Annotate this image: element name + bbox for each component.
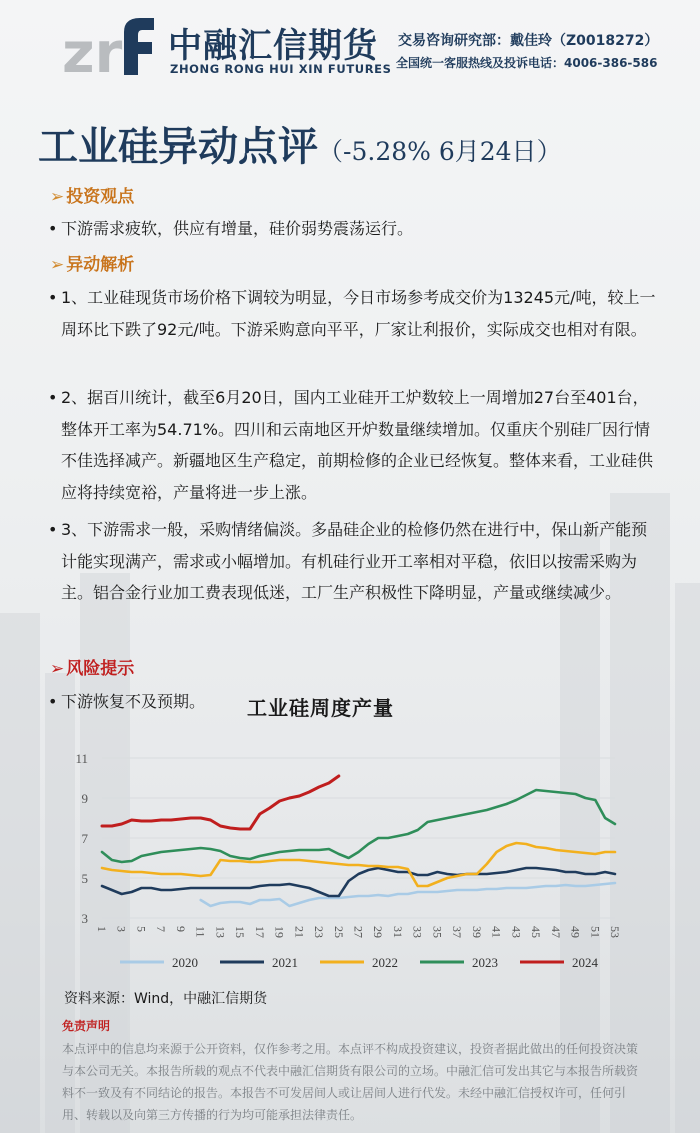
y-tick-label: 5 bbox=[81, 871, 88, 886]
x-tick-label: 7 bbox=[154, 926, 169, 932]
section-heading-risk: ➢ 风险提示 bbox=[50, 659, 135, 679]
bullet-dot-icon: • bbox=[48, 288, 58, 307]
x-tick-label: 1 bbox=[95, 926, 109, 932]
title-change: -5.28% bbox=[343, 137, 431, 166]
x-tick-label: 35 bbox=[430, 926, 445, 938]
header bbox=[0, 0, 700, 92]
bullet-dot-icon: • bbox=[48, 692, 58, 711]
weekly-output-chart bbox=[50, 740, 630, 980]
title-product: 工业硅 bbox=[38, 123, 158, 170]
x-tick-label: 27 bbox=[351, 926, 366, 938]
bullet-dot-icon: • bbox=[48, 520, 58, 539]
x-tick-label: 11 bbox=[193, 926, 208, 938]
x-tick-label: 29 bbox=[371, 926, 386, 938]
svg-text:zr: zr bbox=[62, 21, 123, 80]
x-tick-label: 33 bbox=[410, 926, 425, 938]
x-tick-label: 43 bbox=[509, 926, 524, 938]
hotline-contact: 全国统一客服热线及投诉电话：4006-386-586 bbox=[396, 56, 658, 70]
x-tick-label: 45 bbox=[529, 926, 544, 938]
analysis-item-2: • 2、据百川统计，截至6月20日，国内工业硅开工炉数较上一周增加27台至401台，整体开工率为54.71%。四川和云南地区开炉数量继续增加。仅重庆个别硅厂因行情不佳选择减产。新疆地区生产稳定，前期检修的企业已经恢复。整体来看，工业硅供应将持续宽裕，产量将进一步上涨。 bbox=[48, 382, 660, 508]
y-tick-label: 3 bbox=[81, 911, 88, 926]
bullet-view: • 下游需求疲软，供应有增量，硅价弱势震荡运行。 bbox=[48, 213, 648, 245]
x-tick-label: 31 bbox=[390, 926, 405, 938]
x-tick-label: 49 bbox=[568, 926, 583, 938]
y-tick-label: 11 bbox=[75, 751, 88, 766]
legend-label-2024: 2024 bbox=[572, 955, 598, 970]
chart-title: 工业硅周度产量 bbox=[247, 696, 394, 720]
x-tick-label: 47 bbox=[548, 926, 563, 938]
analyst-contact: 交易咨询研究部：戴佳玲（Z0018272） bbox=[398, 33, 659, 49]
company-name-cn: 中融汇信期货 bbox=[168, 26, 378, 66]
x-tick-label: 53 bbox=[608, 926, 622, 938]
x-tick-label: 3 bbox=[114, 926, 129, 932]
series-line-2021 bbox=[102, 868, 615, 896]
bullet-risk: • 下游恢复不及预期。 bbox=[48, 686, 248, 718]
x-tick-label: 17 bbox=[252, 926, 267, 938]
legend-label-2023: 2023 bbox=[472, 955, 498, 970]
series-line-2023 bbox=[102, 790, 615, 862]
x-tick-label: 25 bbox=[331, 926, 346, 938]
x-tick-label: 23 bbox=[312, 926, 327, 938]
x-tick-label: 51 bbox=[588, 926, 603, 938]
x-tick-label: 5 bbox=[134, 926, 149, 932]
bullet-dot-icon: • bbox=[48, 219, 58, 238]
section-heading-view: ➢ 投资观点 bbox=[50, 187, 135, 207]
x-tick-label: 19 bbox=[272, 926, 287, 938]
page-title bbox=[38, 115, 562, 172]
x-tick-label: 21 bbox=[292, 926, 307, 938]
legend-label-2022: 2022 bbox=[372, 955, 398, 970]
title-type: 异动点评 bbox=[158, 123, 318, 170]
arrow-icon: ➢ bbox=[50, 255, 65, 275]
disclaimer-title: 免责声明 bbox=[62, 1019, 111, 1033]
analysis-item-3: • 3、下游需求一般，采购情绪偏淡。多晶硅企业的检修仍然在进行中，保山新产能预计能实现满产，需求或小幅增加。有机硅行业开工率相对平稳，依旧以按需采购为主。铝合金行业加工费表现低迷，工厂生产积极性下降明显，产量或继续减少。 bbox=[48, 514, 660, 609]
company-name-en: ZHONG RONG HUI XIN FUTURES bbox=[170, 62, 392, 76]
y-tick-label: 9 bbox=[81, 791, 88, 806]
x-tick-label: 9 bbox=[173, 926, 188, 932]
x-tick-label: 41 bbox=[489, 926, 504, 938]
section-heading-analysis: ➢ 异动解析 bbox=[50, 255, 135, 275]
x-tick-label: 39 bbox=[469, 926, 484, 938]
y-tick-label: 7 bbox=[81, 831, 88, 846]
disclaimer-text: 本点评中的信息均来源于公开资料，仅作参考之用。本点评不构成投资建议，投资者据此做出的任何投资决策与本公司无关。本报告所载的观点不代表中融汇信期货有限公司的立场。中融汇信可发出其它与本报告所载资料不一致及有不同结论的报告。本报告不可发居间人或让居间人进行代发。未经中融汇信授权许可，任何引用、转载以及向第三方传播的行为均可能承担法律责任。 bbox=[62, 1042, 639, 1122]
x-tick-label: 15 bbox=[233, 926, 248, 938]
company-logo-icon bbox=[62, 10, 162, 80]
bullet-dot-icon: • bbox=[48, 388, 58, 407]
arrow-icon: ➢ bbox=[50, 187, 65, 207]
analysis-item-1: • 1、工业硅现货市场价格下调较为明显，今日市场参考成交价为13245元/吨，较上一周环比下跌了92元/吨。下游采购意向平平，厂家让利报价，实际成交也相对有限。 bbox=[48, 282, 660, 345]
title-open-paren: （ bbox=[318, 137, 344, 166]
series-line-2024 bbox=[102, 776, 339, 829]
legend-label-2021: 2021 bbox=[272, 955, 298, 970]
title-close-paren: ） bbox=[536, 137, 562, 166]
legend-label-2020: 2020 bbox=[172, 955, 198, 970]
x-tick-label: 37 bbox=[450, 926, 465, 938]
x-tick-label: 13 bbox=[213, 926, 228, 938]
data-source: 资料来源：Wind，中融汇信期货 bbox=[64, 991, 268, 1007]
title-date: 6月24日 bbox=[430, 137, 537, 166]
arrow-icon: ➢ bbox=[50, 659, 65, 679]
